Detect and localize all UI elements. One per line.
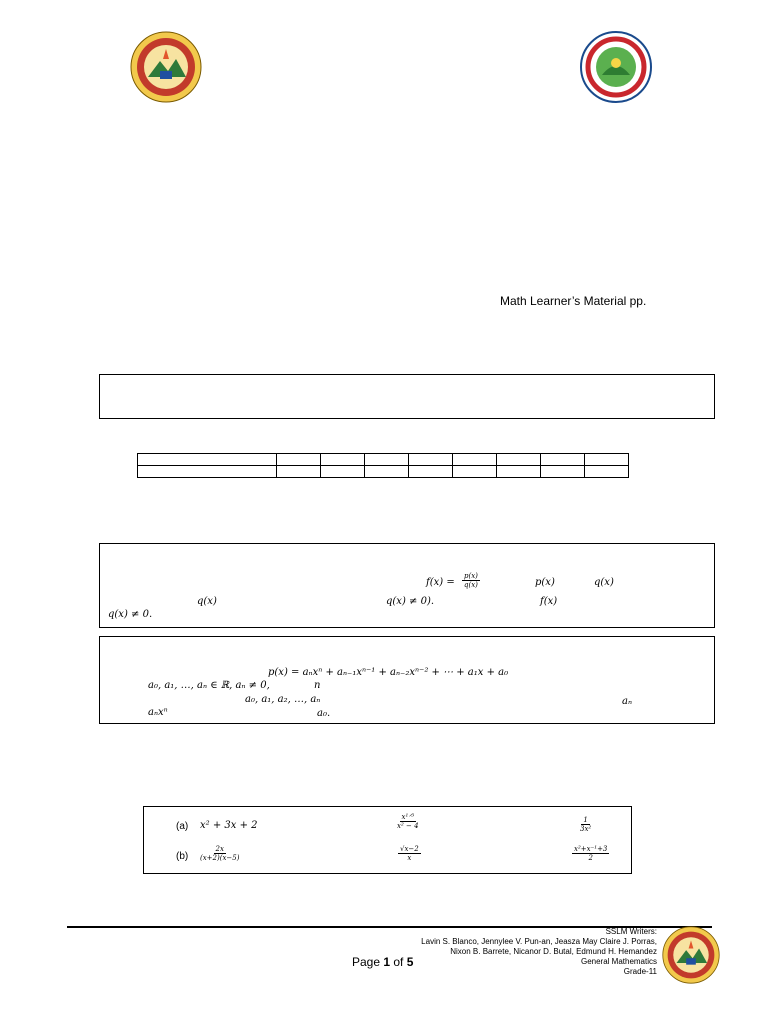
frac-denominator: x² − 4 <box>397 822 419 830</box>
f-definition: f(x) = <box>426 577 455 588</box>
leading-term: aₙxⁿ <box>148 707 168 718</box>
example-a2 <box>395 813 421 830</box>
q-x: q(x) <box>197 596 217 607</box>
frac-denominator: 2 <box>588 854 593 862</box>
page-total: 5 <box>406 955 414 969</box>
writers-line: Lavin S. Blanco, Jennylee V. Pun-an, Jeasza May Claire J. Porras, <box>421 937 657 946</box>
q-not-zero: q(x) ≠ 0. <box>108 609 153 620</box>
leading-coefficient: aₙ <box>622 696 633 707</box>
frac-denominator: 3x² <box>580 825 592 833</box>
frac-numerator: p(x) <box>464 572 478 580</box>
writers-line: Nixon B. Barrete, Nicanor D. Butal, Edmund H. Hemandez <box>450 947 657 956</box>
page-number <box>352 955 413 969</box>
q-x: q(x) <box>594 577 614 588</box>
page-mid: of <box>390 955 407 969</box>
footer-writers <box>421 927 657 977</box>
frac-numerator: 2x <box>215 845 224 853</box>
example-label-a: (a) <box>176 821 189 832</box>
deped-seal-logo <box>580 31 652 103</box>
constant-term: a₀. <box>317 708 331 719</box>
p-x: p(x) <box>535 577 555 588</box>
frac-numerator: x²+x⁻¹+3 <box>574 845 608 853</box>
p-over-q-fraction <box>462 572 480 589</box>
example-a1: x² + 3x + 2 <box>200 820 258 831</box>
f-x: f(x) <box>540 596 558 607</box>
polynomial-equation: p(x) = aₙxⁿ + aₙ₋₁xⁿ⁻¹ + aₙ₋₂xⁿ⁻² + ⋯ + a₁x + a₀ <box>268 667 509 678</box>
example-b2 <box>398 845 421 862</box>
frac-numerator: x¹ᐟ³ <box>401 813 415 821</box>
example-b1 <box>198 845 241 862</box>
frac-numerator: 1 <box>583 816 588 824</box>
page-prefix: Page <box>352 955 384 969</box>
frac-numerator: √x−2 <box>400 845 419 853</box>
coefficients-condition: a₀, a₁, …, aₙ ∈ ℝ, aₙ ≠ 0, <box>148 680 270 691</box>
example-b3 <box>572 845 609 862</box>
q-not-zero: q(x) ≠ 0). <box>386 596 435 607</box>
table-row <box>138 466 629 478</box>
frac-denominator: (x+2)(x−5) <box>200 854 240 862</box>
table-row <box>138 454 629 466</box>
coefficient-list: a₀, a₁, a₂, …, aₙ <box>245 694 321 705</box>
frac-denominator: x <box>407 854 412 862</box>
empty-box <box>99 374 715 419</box>
page-current: 1 <box>383 955 391 969</box>
school-seal-footer-logo <box>662 926 720 984</box>
frac-denominator: q(x) <box>464 581 478 589</box>
subject-label: General Mathematics <box>580 957 657 966</box>
material-reference: Math Learner’s Material pp. <box>500 294 647 308</box>
rational-function-definition-box <box>99 543 715 628</box>
grade-label: Grade-11 <box>623 967 657 976</box>
examples-box <box>143 806 632 874</box>
example-label-b: (b) <box>176 851 189 862</box>
school-seal-logo <box>130 31 202 103</box>
blank-table <box>137 453 629 478</box>
example-a3 <box>578 816 593 833</box>
writers-label: SSLM Writers: <box>605 927 657 936</box>
degree-n: n <box>314 680 321 691</box>
